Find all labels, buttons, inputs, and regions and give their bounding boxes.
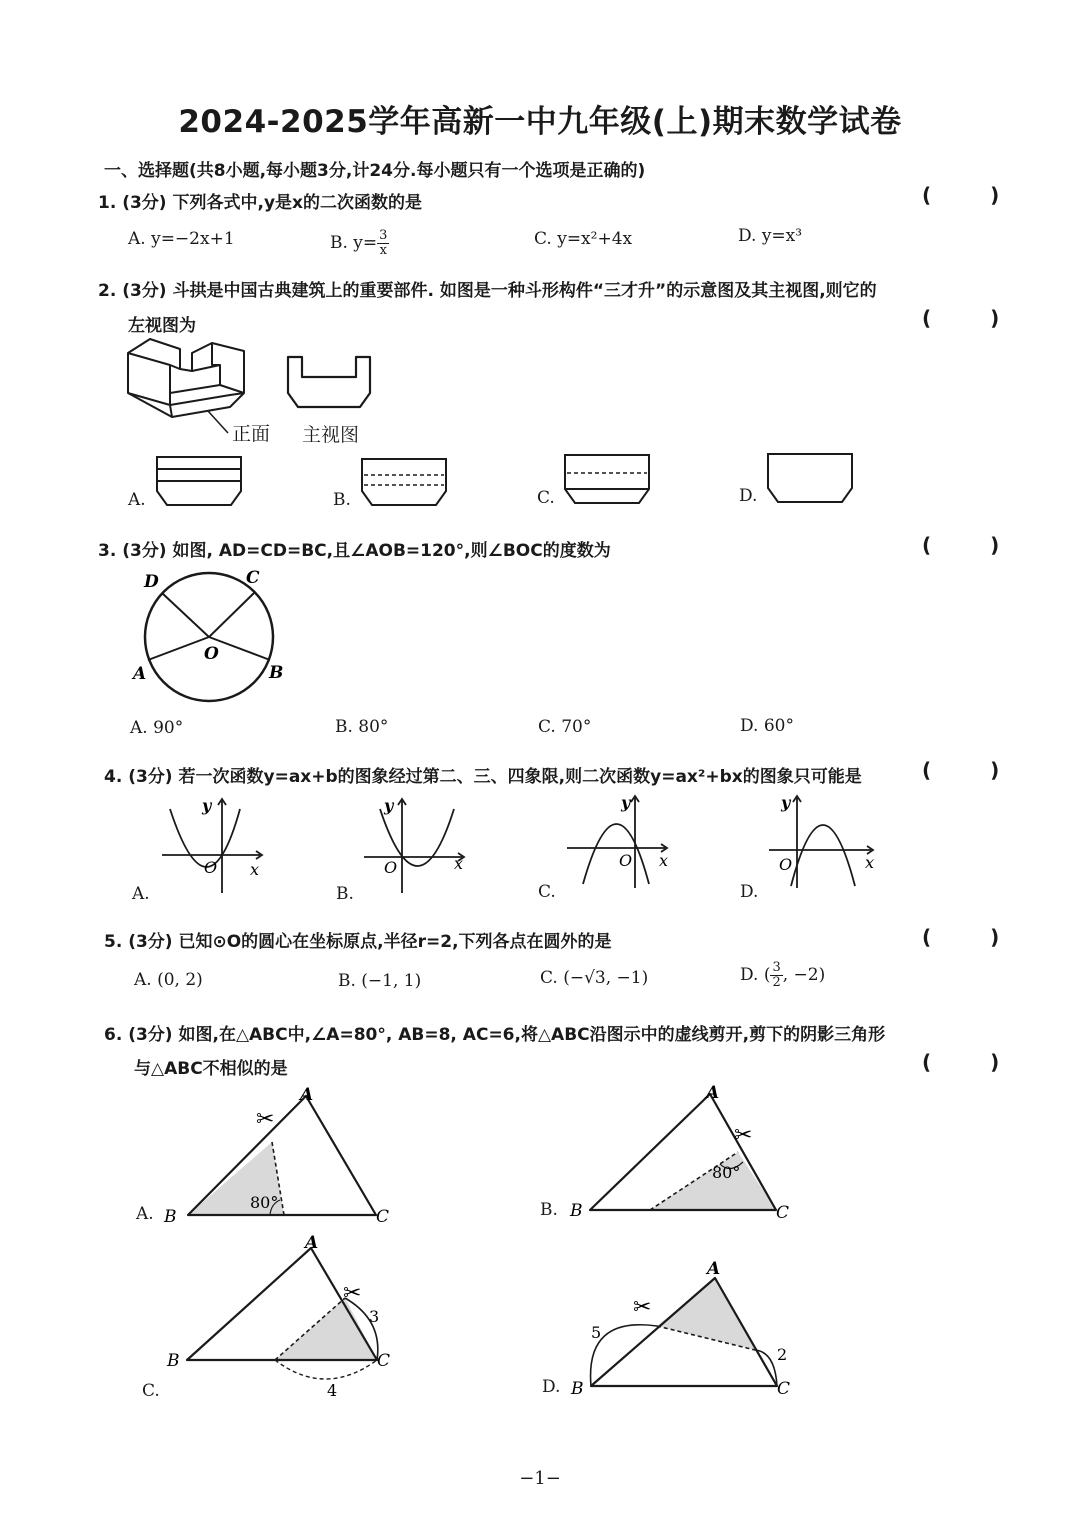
q2-option-d-label: D. <box>739 486 758 506</box>
circle-figure <box>130 565 290 715</box>
q4-graph-a <box>160 795 270 895</box>
q4-graph-c <box>565 792 675 892</box>
scissors-icon: ✂ <box>343 1281 362 1306</box>
q6-option-d-label: D. <box>542 1377 561 1397</box>
figure-label: 4 <box>327 1381 338 1400</box>
question-2-stem-line2: 左视图为 <box>128 316 196 336</box>
answer-bracket-6: ( ) <box>922 1050 1026 1074</box>
q6-option-b-label: B. <box>540 1200 558 1220</box>
figure-label: A <box>706 1083 720 1103</box>
q2-option-a-label: A. <box>128 490 146 510</box>
figure-label: B <box>570 1201 583 1221</box>
scissors-icon: ✂ <box>633 1295 652 1320</box>
q1-option-a: A. y=−2x+1 <box>128 229 235 249</box>
figure-label: B <box>167 1351 180 1371</box>
q5-option-a: A. (0, 2) <box>134 970 203 990</box>
figure-label: C <box>777 1379 791 1399</box>
figure-label: 3 <box>369 1307 380 1326</box>
q3-option-c: C. 70° <box>538 717 592 737</box>
q6-triangle-d <box>565 1250 815 1400</box>
q4-option-d-label: D. <box>740 882 759 902</box>
figure-label: 80° <box>712 1163 741 1182</box>
scissors-icon: ✂ <box>256 1107 275 1132</box>
exam-title: 2024-2025学年高新一中九年级(上)期末数学试卷 <box>178 104 902 140</box>
q3-option-d: D. 60° <box>740 716 794 736</box>
q2-option-a-figure <box>155 455 245 510</box>
page-number: −1− <box>519 1468 561 1489</box>
figure-label: C <box>776 1203 790 1223</box>
q4-option-b-label: B. <box>336 884 354 904</box>
q2-option-c-figure <box>563 453 653 508</box>
answer-bracket-5: ( ) <box>922 925 1026 949</box>
figure-label: x <box>659 851 669 870</box>
q6-triangle-c <box>165 1230 405 1410</box>
point-c-label: C <box>246 568 260 588</box>
q2-option-c-label: C. <box>537 488 555 508</box>
figure-label: y <box>781 793 791 812</box>
q4-graph-d <box>767 792 887 892</box>
figure-label: O <box>384 858 398 877</box>
caption-main-view: 主视图 <box>302 424 360 446</box>
answer-bracket-3: ( ) <box>922 533 1026 557</box>
figure-label: x <box>454 854 464 873</box>
point-d-label: D <box>144 572 159 592</box>
q5-option-d: D. ( $\frac{3}{2}$ , −2) <box>740 960 826 990</box>
q1-option-b: B. y= $\frac{3}{x}$ <box>330 228 388 258</box>
caption-front: 正面 <box>232 423 271 445</box>
q1-option-d: D. y=x³ <box>738 226 803 246</box>
q6-triangle-a <box>160 1080 400 1230</box>
figure-label: A <box>305 1233 319 1253</box>
q3-option-b: B. 80° <box>335 717 389 737</box>
main-view-figure <box>286 355 376 415</box>
q2-option-b-label: B. <box>333 490 351 510</box>
q4-graph-b <box>362 795 472 895</box>
q2-option-b-figure <box>360 457 450 512</box>
question-6-stem-line1: 6. (3分) 如图,在△ABC中,∠A=80°, AB=8, AC=6,将△ABC沿图示中的虚线剪开,剪下的阴影三角形 <box>104 1025 886 1045</box>
q6-option-c-label: C. <box>142 1381 160 1401</box>
figure-label: C <box>376 1207 390 1227</box>
q6-triangle-b <box>570 1080 810 1230</box>
point-a-label: A <box>133 664 147 684</box>
figure-label: B <box>164 1207 177 1227</box>
q6-option-a-label: A. <box>136 1204 154 1224</box>
figure-label: C <box>377 1351 391 1371</box>
figure-label: A <box>707 1259 721 1279</box>
figure-label: y <box>621 793 631 812</box>
question-5-stem: 5. (3分) 已知⊙O的圆心在坐标原点,半径r=2,下列各点在圆外的是 <box>104 932 612 952</box>
figure-label: y <box>202 796 212 815</box>
q3-option-a: A. 90° <box>130 718 184 738</box>
question-6-stem-line2: 与△ABC不相似的是 <box>134 1059 288 1079</box>
answer-bracket-1: ( ) <box>922 183 1026 207</box>
question-3-stem: 3. (3分) 如图, AD=CD=BC,且∠AOB=120°,则∠BOC的度数为 <box>98 541 611 561</box>
point-o-label: O <box>204 644 219 664</box>
q4-option-a-label: A. <box>132 884 150 904</box>
figure-label: 2 <box>777 1345 788 1364</box>
q5-option-c: C. (−√3, −1) <box>540 968 649 988</box>
figure-label: y <box>384 796 394 815</box>
q4-option-c-label: C. <box>538 882 556 902</box>
q5-option-b: B. (−1, 1) <box>338 971 422 991</box>
figure-label: O <box>204 858 218 877</box>
figure-label: O <box>779 855 793 874</box>
question-1-stem: 1. (3分) 下列各式中,y是x的二次函数的是 <box>98 193 422 213</box>
figure-label: O <box>619 851 633 870</box>
answer-bracket-2: ( ) <box>922 306 1026 330</box>
figure-label: x <box>865 853 875 872</box>
q2-option-d-figure <box>766 452 856 507</box>
figure-label: x <box>250 860 260 879</box>
section-heading: 一、选择题(共8小题,每小题3分,计24分.每小题只有一个选项是正确的) <box>104 161 646 181</box>
question-2-stem-line1: 2. (3分) 斗拱是中国古典建筑上的重要部件. 如图是一种斗形构件“三才升”的示意图及其主视图,则它的 <box>98 281 877 301</box>
answer-bracket-4: ( ) <box>922 758 1026 782</box>
q1-option-c: C. y=x²+4x <box>534 229 633 249</box>
figure-label: B <box>571 1379 584 1399</box>
figure-label: A <box>300 1085 314 1105</box>
figure-label: 80° <box>250 1193 279 1212</box>
scissors-icon: ✂ <box>734 1123 753 1148</box>
point-b-label: B <box>269 663 284 683</box>
figure-label: 5 <box>591 1323 602 1342</box>
question-4-stem: 4. (3分) 若一次函数y=ax+b的图象经过第二、三、四象限,则二次函数y=ax²+bx的图象只可能是 <box>104 767 862 787</box>
